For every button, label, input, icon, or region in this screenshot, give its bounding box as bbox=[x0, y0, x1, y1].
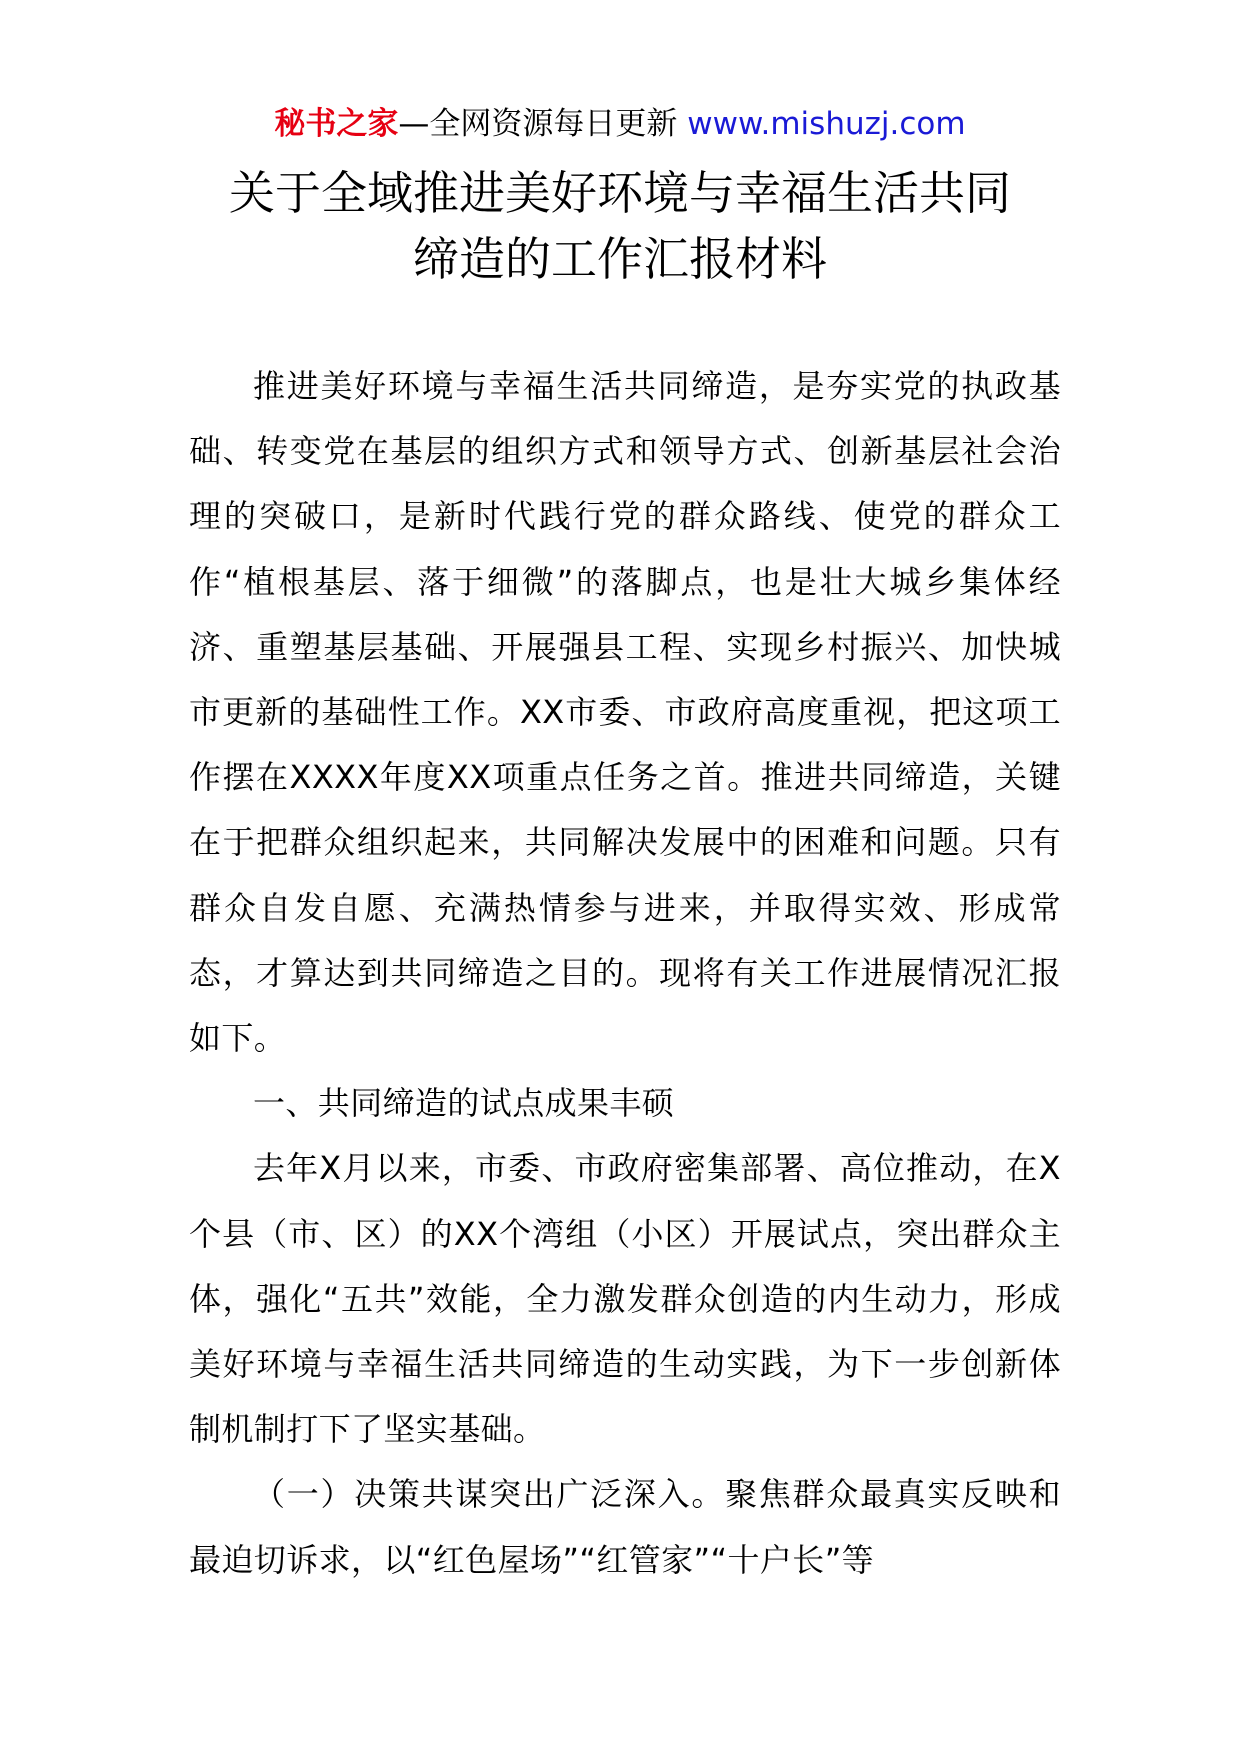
header-slogan: —全网资源每日更新 bbox=[398, 106, 688, 142]
title-line-2: 缔造的工作汇报材料 bbox=[413, 232, 827, 286]
title-line-1: 关于全域推进美好环境与幸福生活共同 bbox=[229, 166, 1011, 220]
section-1-paragraph: 去年X月以来，市委、市政府密集部署、高位推动，在X个县（市、区）的XX个湾组（小区）开展试点，突出群众主体，强化“五共”效能，全力激发群众创造的内生动力，形成美好环境与幸福生活共同缔造的生动实践，为下一步创新体制机制打下了坚实基础。 bbox=[189, 1149, 1061, 1449]
watermark-header bbox=[0, 98, 1240, 150]
intro-paragraph: 推进美好环境与幸福生活共同缔造，是夯实党的执政基础、转变党在基层的组织方式和领导方式、创新基层社会治理的突破口，是新时代践行党的群众路线、使党的群众工作“植根基层、落于细微”的落脚点，也是壮大城乡集体经济、重塑基层基础、开展强县工程、实现乡村振兴、加快城市更新的基础性工作。XX市委、市政府高度重视，把这项工作摆在XXXX年度XX项重点任务之首。推进共同缔造，关键在于把群众组织起来，共同解决发展中的困难和问题。只有群众自发自愿、充满热情参与进来，并取得实效、形成常态，才算达到共同缔造之目的。现将有关工作进展情况汇报如下。 bbox=[189, 367, 1061, 1058]
document-body bbox=[189, 354, 1061, 1593]
section-heading-1: 一、共同缔造的试点成果丰硕 bbox=[253, 1084, 675, 1123]
subsection-1-paragraph: （一）决策共谋突出广泛深入。聚焦群众最真实反映和最迫切诉求，以“红色屋场”“红管家”“十户长”等 bbox=[189, 1475, 1061, 1579]
site-url-link[interactable]: www.mishuzj.com bbox=[687, 106, 966, 142]
document-title bbox=[0, 160, 1240, 292]
brand-name: 秘书之家 bbox=[274, 106, 399, 142]
